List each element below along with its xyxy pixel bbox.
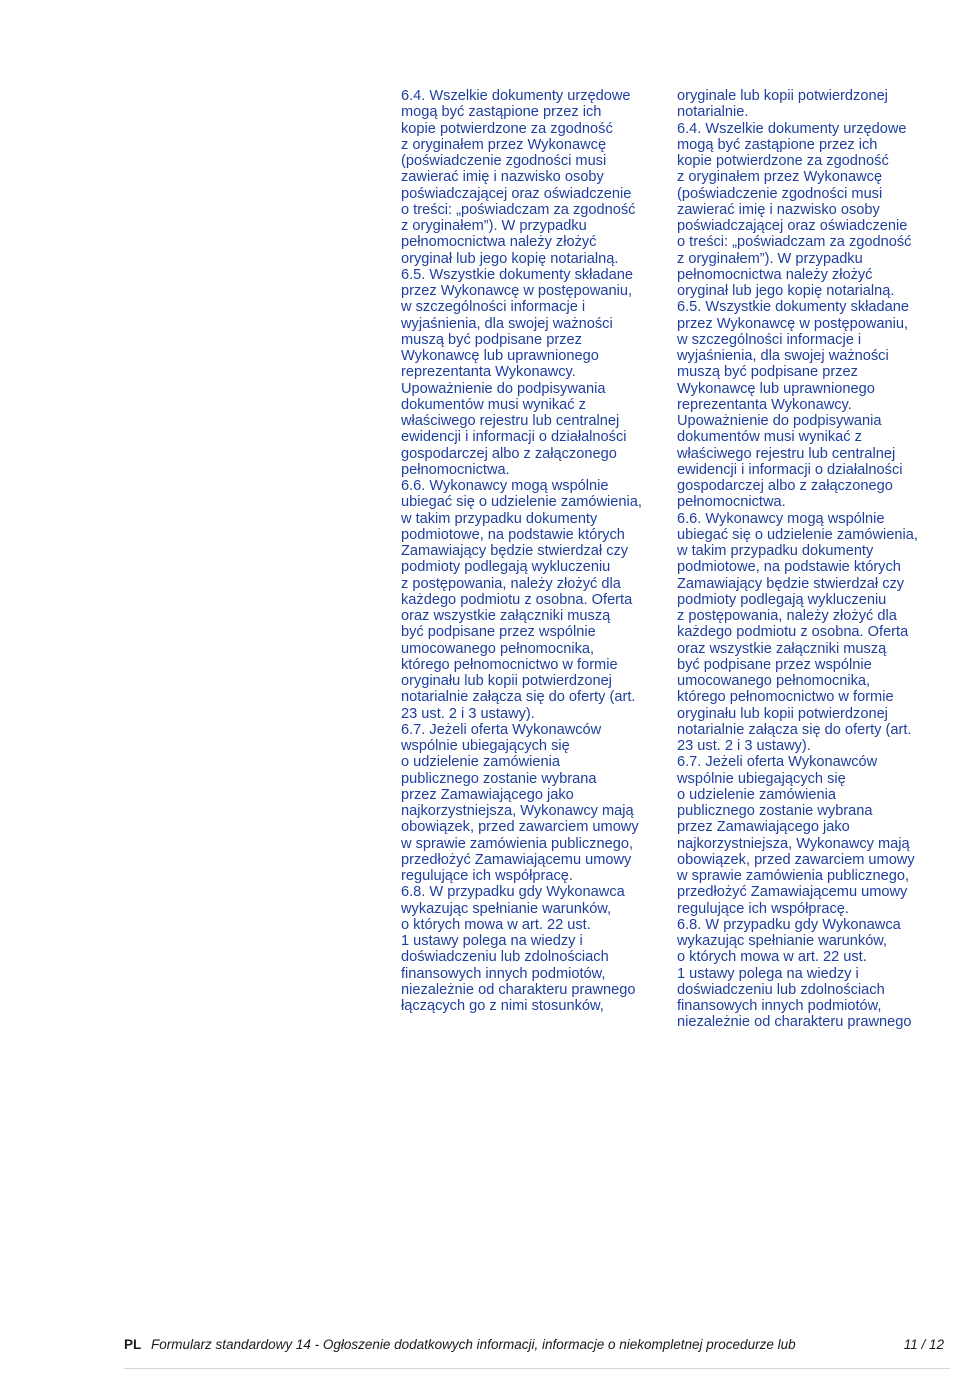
text-line: Zamawiający będzie stwierdzał czy: [677, 575, 905, 592]
text-line: regulujące ich współpracę.: [677, 900, 849, 917]
text-line: 6.7. Jeżeli oferta Wykonawców: [401, 721, 602, 738]
text-line: dokumentów musi wynikać z: [677, 429, 862, 446]
text-line: 6.6. Wykonawcy mogą wspólnie: [401, 478, 609, 494]
text-line: doświadczeniu lub zdolnościach: [401, 949, 609, 966]
text-line: (poświadczenie zgodności musi: [677, 185, 883, 202]
text-line: kopie potwierdzone za zgodność: [401, 120, 613, 137]
text-line: o udzielenie zamówienia: [401, 754, 561, 771]
text-line: Wykonawcę lub uprawnionego: [401, 348, 599, 364]
text-line: (poświadczenie zgodności musi: [401, 153, 607, 169]
text-line: każdego podmiotu z osobna. Oferta: [401, 591, 633, 608]
text-line: wyjaśnienia, dla swojej ważności: [401, 315, 613, 332]
text-line: o których mowa w art. 22 ust.: [401, 916, 591, 933]
text-line: przez Wykonawcę w postępowaniu,: [677, 315, 909, 332]
text-line: finansowych innych podmiotów,: [677, 998, 882, 1014]
text-line: o treści: „poświadczam za zgodność: [401, 201, 636, 218]
text-line: przedłożyć Zamawiającemu umowy: [401, 851, 632, 868]
text-line: oryginale lub kopii potwierdzonej: [677, 88, 888, 104]
text-line: 6.8. W przypadku gdy Wykonawca: [677, 916, 901, 933]
text-line: mogą być zastąpione przez ich: [401, 104, 602, 121]
text-line: właściwego rejestru lub centralnej: [401, 413, 620, 429]
text-line: niezależnie od charakteru prawnego: [677, 1014, 912, 1031]
text-line: w takim przypadku dokumenty: [677, 543, 874, 559]
text-line: wykazując spełnianie warunków,: [401, 900, 612, 917]
text-line: Upoważnienie do podpisywania: [677, 413, 882, 429]
text-line: w takim przypadku dokumenty: [401, 510, 598, 527]
text-line: przedłożyć Zamawiającemu umowy: [677, 884, 908, 901]
text-line: oryginał lub jego kopię notarialną.: [677, 283, 895, 299]
text-line: najkorzystniejsza, Wykonawcy mają: [401, 803, 634, 819]
text-line: wykazując spełnianie warunków,: [677, 933, 888, 949]
text-line: zawierać imię i nazwisko osoby: [677, 201, 880, 218]
text-line: z postępowania, należy złożyć dla: [677, 608, 897, 624]
text-line: pełnomocnictwa należy złożyć: [401, 234, 597, 251]
text-line: reprezentanta Wykonawcy.: [401, 364, 576, 381]
text-line: o których mowa w art. 22 ust.: [677, 949, 867, 966]
text-line: 6.7. Jeżeli oferta Wykonawców: [677, 754, 878, 771]
text-line: doświadczeniu lub zdolnościach: [677, 981, 885, 998]
text-line: którego pełnomocnictwo w formie: [401, 656, 618, 673]
text-line: ubiegać się o udzielenie zamówienia,: [401, 494, 642, 511]
text-line: pełnomocnictwa.: [677, 494, 786, 511]
text-line: z oryginałem”). W przypadku: [401, 218, 587, 234]
text-line: notarialnie.: [677, 104, 749, 121]
text-line: w szczególności informacje i: [401, 299, 586, 316]
text-line: 1 ustawy polega na wiedzy i: [677, 965, 859, 982]
text-line: mogą być zastąpione przez ich: [677, 136, 878, 153]
text-line: z oryginałem”). W przypadku: [677, 250, 863, 267]
text-line: Zamawiający będzie stwierdzał czy: [401, 543, 629, 559]
text-line: Wykonawcę lub uprawnionego: [677, 380, 875, 397]
text-line: najkorzystniejsza, Wykonawcy mają: [677, 835, 910, 852]
page-footer: [124, 1337, 950, 1352]
text-line: dokumentów musi wynikać z: [401, 396, 586, 413]
text-line: oryginał lub jego kopię notarialną.: [401, 250, 619, 267]
text-line: obowiązek, przed zawarciem umowy: [401, 819, 639, 836]
text-line: 23 ust. 2 i 3 ustawy).: [401, 705, 535, 722]
text-line: regulujące ich współpracę.: [401, 868, 573, 884]
text-line: łączących go z nimi stosunków,: [401, 998, 604, 1014]
footer-divider: [124, 1368, 950, 1369]
text-line: wspólnie ubiegających się: [401, 738, 570, 754]
text-line: muszą być podpisane przez: [401, 331, 582, 348]
footer-language-code: PL: [124, 1337, 142, 1352]
text-line: notarialnie załącza się do oferty (art.: [677, 721, 912, 738]
text-line: każdego podmiotu z osobna. Oferta: [677, 624, 909, 641]
text-line: podmiotowe, na podstawie których: [677, 559, 901, 576]
text-line: właściwego rejestru lub centralnej: [677, 445, 896, 462]
text-line: 6.6. Wykonawcy mogą wspólnie: [677, 510, 885, 527]
text-line: podmiotowe, na podstawie których: [401, 526, 625, 543]
text-line: oraz wszystkie załączniki muszą: [401, 608, 611, 624]
text-line: poświadczającej oraz oświadczenie: [401, 185, 632, 202]
text-line: gospodarczej albo z załączonego: [401, 445, 617, 462]
text-line: kopie potwierdzone za zgodność: [677, 153, 889, 169]
text-line: 6.5. Wszystkie dokumenty składane: [677, 299, 909, 316]
text-line: publicznego zostanie wybrana: [401, 770, 597, 787]
text-line: 1 ustawy polega na wiedzy i: [401, 933, 583, 949]
text-line: 6.4. Wszelkie dokumenty urzędowe: [677, 120, 907, 137]
text-line: 6.4. Wszelkie dokumenty urzędowe: [401, 88, 631, 104]
text-line: poświadczającej oraz oświadczenie: [677, 218, 908, 234]
text-line: w sprawie zamówienia publicznego,: [401, 835, 633, 852]
text-line: w sprawie zamówienia publicznego,: [677, 868, 909, 884]
text-line: oryginału lub kopii potwierdzonej: [677, 705, 888, 722]
text-line: obowiązek, przed zawarciem umowy: [677, 851, 915, 868]
text-line: o treści: „poświadczam za zgodność: [677, 234, 912, 251]
text-line: być podpisane przez wspólnie: [401, 624, 596, 641]
text-line: 6.5. Wszystkie dokumenty składane: [401, 266, 633, 283]
text-line: o udzielenie zamówienia: [677, 786, 837, 803]
text-line: ewidencji i informacji o działalności: [401, 429, 627, 446]
text-line: być podpisane przez wspólnie: [677, 656, 872, 673]
text-line: z oryginałem przez Wykonawcę: [677, 169, 883, 186]
text-line: podmioty podlegają wykluczeniu: [677, 591, 887, 608]
text-line: ubiegać się o udzielenie zamówienia,: [677, 526, 918, 543]
text-line: w szczególności informacje i: [677, 331, 862, 348]
text-line: pełnomocnictwa należy złożyć: [677, 266, 873, 283]
text-line: 23 ust. 2 i 3 ustawy).: [677, 738, 811, 754]
text-line: Upoważnienie do podpisywania: [401, 380, 606, 397]
text-line: oraz wszystkie załączniki muszą: [677, 640, 887, 657]
text-line: zawierać imię i nazwisko osoby: [401, 169, 604, 186]
text-line: wyjaśnienia, dla swojej ważności: [677, 348, 889, 364]
text-line: z oryginałem przez Wykonawcę: [401, 136, 607, 153]
text-line: finansowych innych podmiotów,: [401, 965, 606, 982]
text-line: przez Zamawiającego jako: [677, 819, 850, 836]
text-line: umocowanego pełnomocnika,: [401, 640, 595, 657]
footer-form-title: Formularz standardowy 14 - Ogłoszenie dodatkowych informacji, informacje o niekompletnej procedurze lub: [151, 1337, 796, 1352]
text-line: ewidencji i informacji o działalności: [677, 461, 903, 478]
text-line: przez Wykonawcę w postępowaniu,: [401, 283, 633, 299]
text-line: wspólnie ubiegających się: [677, 770, 846, 787]
text-line: z postępowania, należy złożyć dla: [401, 575, 621, 592]
text-line: notarialnie załącza się do oferty (art.: [401, 689, 636, 706]
text-line: 6.8. W przypadku gdy Wykonawca: [401, 884, 625, 901]
text-line: umocowanego pełnomocnika,: [677, 673, 871, 689]
text-line: pełnomocnictwa.: [401, 461, 510, 478]
text-line: którego pełnomocnictwo w formie: [677, 689, 894, 706]
text-line: przez Zamawiającego jako: [401, 786, 574, 803]
text-column-amended: [677, 88, 918, 1031]
text-line: publicznego zostanie wybrana: [677, 803, 873, 819]
text-line: podmioty podlegają wykluczeniu: [401, 559, 611, 576]
footer-page-number: 11 / 12: [903, 1337, 944, 1352]
text-column-original: [401, 88, 642, 1014]
text-line: muszą być podpisane przez: [677, 364, 858, 381]
text-line: oryginału lub kopii potwierdzonej: [401, 673, 612, 689]
text-line: gospodarczej albo z załączonego: [677, 478, 893, 494]
text-line: niezależnie od charakteru prawnego: [401, 981, 636, 998]
text-line: reprezentanta Wykonawcy.: [677, 396, 852, 413]
